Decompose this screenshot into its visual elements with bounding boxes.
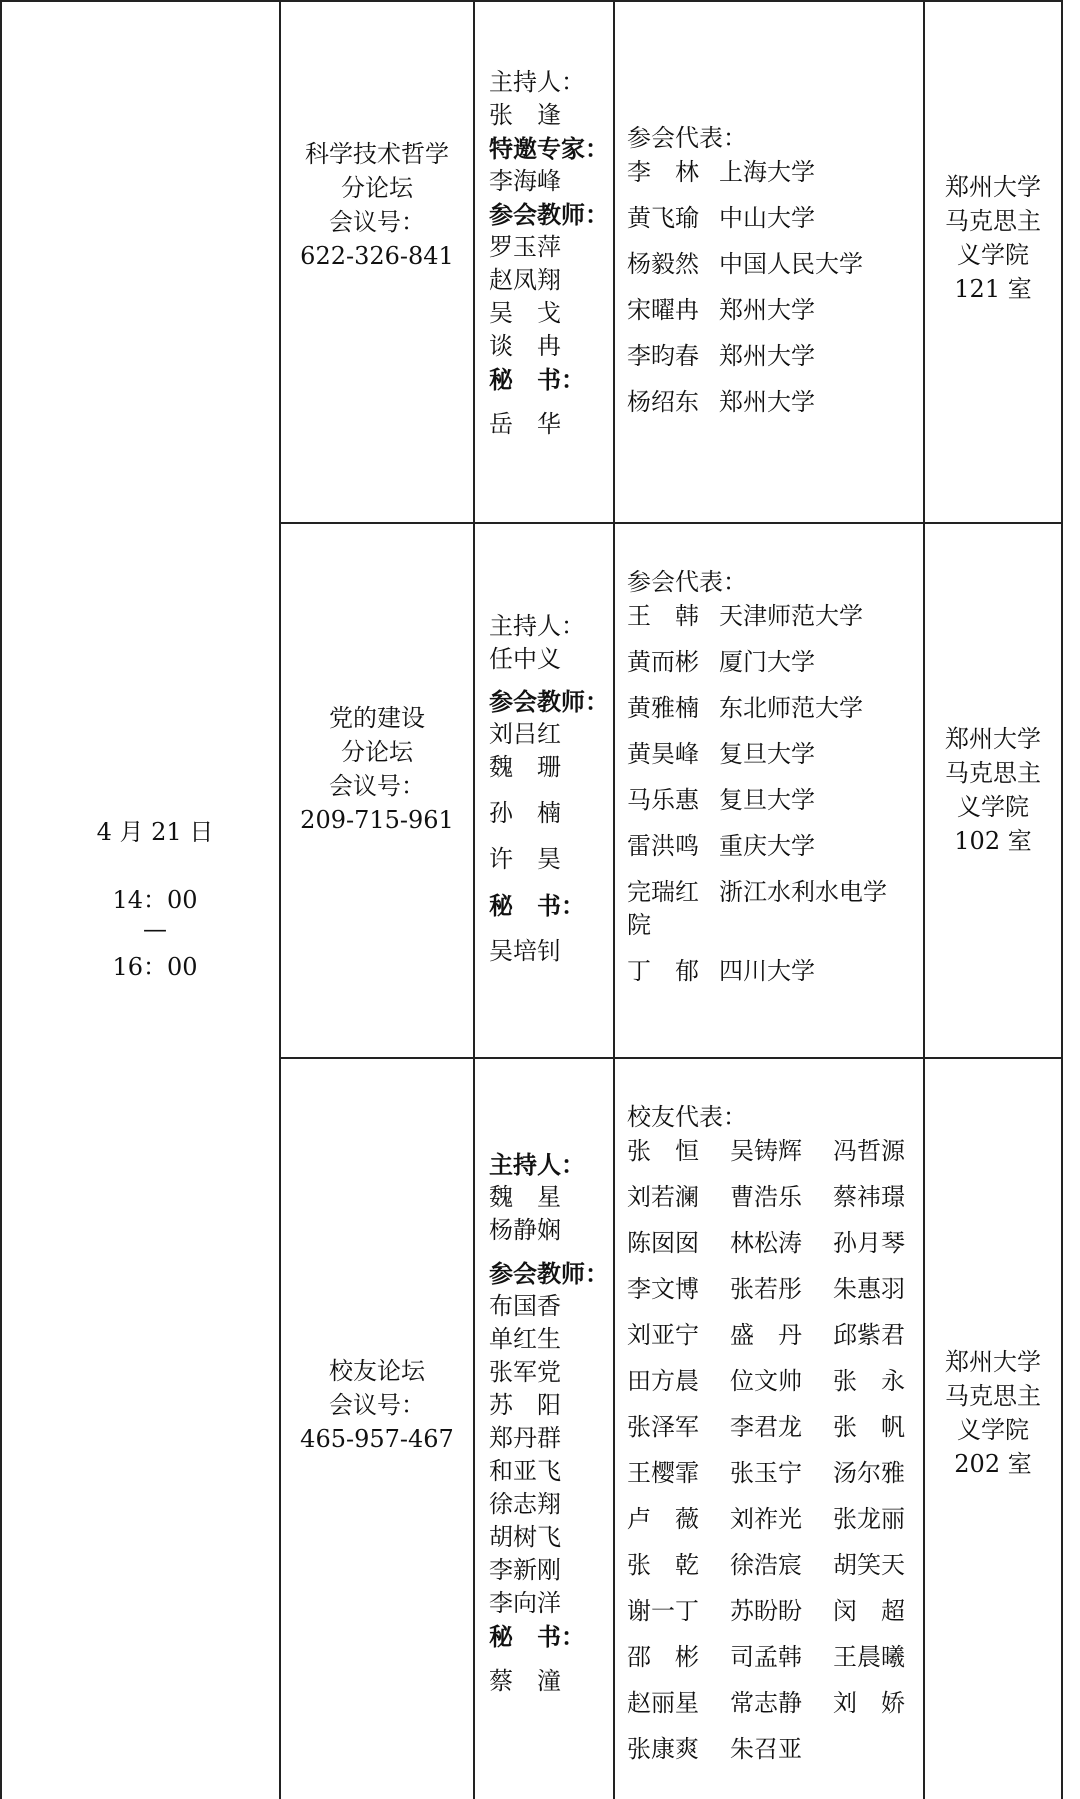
cell-text: 岳 华	[489, 410, 561, 438]
cell-text: 东北师范大学	[719, 694, 863, 722]
meeting-id: 209-715-961	[300, 806, 454, 834]
cell-text: 特邀专家：	[489, 134, 609, 163]
cell-text: 张 乾	[627, 1551, 699, 1579]
cell-text: 和亚飞	[489, 1457, 561, 1485]
cell-text: 曹浩乐	[730, 1183, 802, 1211]
cell-text: 林松涛	[730, 1229, 802, 1257]
cell-text: 四川大学	[719, 957, 815, 985]
cell-text	[833, 1733, 936, 1779]
list-item	[627, 202, 863, 248]
cell-text: 刘若澜	[627, 1183, 699, 1211]
cell-text: 孙月琴	[833, 1229, 905, 1257]
cell-text: 吴培钊	[489, 937, 561, 965]
cell-text: 谢一丁	[627, 1597, 699, 1625]
cell-text: 完瑞红	[627, 878, 699, 906]
list-item	[627, 600, 887, 646]
cell-text: 李 林	[627, 158, 699, 186]
cell-text: 102 室	[954, 827, 1032, 855]
cell-text: 张 逢	[489, 101, 561, 129]
cell-text: 李向洋	[489, 1589, 561, 1617]
list-item-wrap	[627, 909, 887, 955]
list-item	[627, 738, 887, 784]
cell-text: 黄而彬	[627, 648, 699, 676]
forum-title-2	[281, 701, 473, 837]
cell-text: 复旦大学	[719, 740, 815, 768]
cell-text: 赵凤翔	[489, 266, 561, 294]
cell-text: 苏 阳	[489, 1391, 561, 1419]
cell-text: 布国香	[489, 1292, 561, 1320]
cell-text: 郑州大学	[945, 725, 1041, 753]
cell-text: 张 帆	[833, 1413, 905, 1441]
cell-text: 秘 书：	[489, 365, 585, 394]
cell-text: 冯哲源	[833, 1137, 905, 1165]
list-item	[627, 646, 887, 692]
cell-text: 主持人：	[489, 68, 585, 96]
cell-text: 202 室	[954, 1450, 1032, 1478]
cell-text: 朱惠羽	[833, 1275, 905, 1303]
cell-text: 义学院	[957, 1416, 1029, 1444]
cell-text: 宋曜冉	[627, 296, 699, 324]
cell-text: 魏 星	[489, 1183, 561, 1211]
cell-text: 卢 薇	[627, 1505, 699, 1533]
cell-text: 常志静	[730, 1689, 802, 1717]
cell-text: 李昀春	[627, 342, 699, 370]
row-divider-1	[279, 522, 1061, 524]
cell-text: 党的建设	[329, 704, 425, 732]
session-end-time: 16：00	[112, 953, 198, 981]
cell-text: 汤尔雅	[833, 1459, 905, 1487]
cell-text: 孙 楠	[489, 799, 561, 827]
cell-text: 赵丽星	[627, 1689, 699, 1717]
cell-text: 秘 书：	[489, 1622, 585, 1651]
cell-text: 闵 超	[833, 1597, 905, 1625]
forum-staff-1	[489, 66, 609, 441]
cell-text: 张若彤	[730, 1275, 802, 1303]
cell-text: 会议号：	[329, 208, 425, 236]
cell-text: 徐志翔	[489, 1490, 561, 1518]
cell-text: 邵 彬	[627, 1643, 699, 1671]
cell-text: 黄昊峰	[627, 740, 699, 768]
cell-text: 刘祚光	[730, 1505, 802, 1533]
cell-text: 胡树飞	[489, 1523, 561, 1551]
cell-text: 校友论坛	[329, 1357, 425, 1385]
cell-text: 郑州大学	[945, 173, 1041, 201]
cell-text: 田方晨	[627, 1367, 699, 1395]
cell-text: 参会教师：	[489, 1259, 609, 1288]
cell-text: 主持人：	[489, 1150, 585, 1179]
forum-alumni-3	[627, 1101, 936, 1779]
cell-text: 李文博	[627, 1275, 699, 1303]
cell-text: 丁 郁	[627, 957, 699, 985]
forum-location-1	[925, 170, 1061, 306]
cell-text: 复旦大学	[719, 786, 815, 814]
alumni-label: 校友代表：	[627, 1103, 747, 1131]
list-item	[627, 248, 863, 294]
cell-text: 蔡 潼	[489, 1667, 561, 1695]
meeting-id: 622-326-841	[300, 242, 454, 270]
cell-text: 上海大学	[719, 158, 815, 186]
cell-text: 杨毅然	[627, 250, 699, 278]
cell-text: 李新刚	[489, 1556, 561, 1584]
cell-text: 重庆大学	[719, 832, 815, 860]
cell-text: 刘亚宁	[627, 1321, 699, 1349]
cell-text: 主持人：	[489, 612, 585, 640]
cell-text: 参会教师：	[489, 687, 609, 716]
time-separator: —	[143, 915, 167, 943]
list-item	[627, 294, 863, 340]
forum-title-3	[281, 1354, 473, 1456]
cell-text: 雷洪鸣	[627, 832, 699, 860]
cell-text: 郑州大学	[719, 342, 815, 370]
session-date: 4 月 21 日	[96, 818, 214, 846]
cell-text: 朱召亚	[730, 1735, 802, 1763]
list-item	[627, 876, 887, 909]
cell-text: 谈 冉	[489, 332, 561, 360]
list-item	[627, 784, 887, 830]
cell-text: 会议号：	[329, 1391, 425, 1419]
forum-location-3	[925, 1345, 1061, 1481]
cell-text: 蔡祎璟	[833, 1183, 905, 1211]
cell-text: 苏盼盼	[730, 1597, 802, 1625]
cell-text: 李海峰	[489, 167, 561, 195]
meeting-id: 465-957-467	[300, 1425, 454, 1453]
cell-text: 中山大学	[719, 204, 815, 232]
forum-title-1	[281, 137, 473, 273]
cell-text: 任中义	[489, 645, 561, 673]
cell-text: 郑州大学	[945, 1348, 1041, 1376]
cell-text: 吴 戈	[489, 299, 561, 327]
cell-text: 黄雅楠	[627, 694, 699, 722]
cell-text: 参会教师：	[489, 200, 609, 229]
cell-text: 张 永	[833, 1367, 905, 1395]
list-item	[627, 156, 863, 202]
cell-text: 厦门大学	[719, 648, 815, 676]
cell-text: 杨绍东	[627, 388, 699, 416]
row-divider-2	[279, 1057, 1061, 1059]
reps-label: 参会代表：	[627, 124, 747, 152]
table-left-border	[0, 0, 2, 1799]
table-right-border	[1061, 0, 1063, 1799]
cell-text: 盛 丹	[730, 1321, 802, 1349]
cell-text: 张玉宁	[730, 1459, 802, 1487]
cell-text: 张 恒	[627, 1137, 699, 1165]
cell-text: 院	[627, 911, 651, 939]
forum-location-2	[925, 722, 1061, 858]
cell-text: 邱紫君	[833, 1321, 905, 1349]
list-item	[627, 830, 887, 876]
cell-text: 秘 书：	[489, 891, 585, 920]
cell-text: 陈囡囡	[627, 1229, 699, 1257]
list-item	[627, 340, 863, 386]
cell-text: 分论坛	[341, 738, 413, 766]
cell-text: 魏 珊	[489, 753, 561, 781]
cell-text: 马克思主	[945, 1382, 1041, 1410]
list-item	[627, 692, 887, 738]
cell-text: 罗玉萍	[489, 233, 561, 261]
cell-text: 位文帅	[730, 1367, 802, 1395]
cell-text: 刘吕红	[489, 720, 561, 748]
alumni-grid	[627, 1135, 936, 1779]
cell-text: 郑州大学	[719, 296, 815, 324]
cell-text: 许 昊	[489, 845, 561, 873]
cell-text: 中国人民大学	[719, 250, 863, 278]
cell-text: 义学院	[957, 241, 1029, 269]
cell-text: 郑丹群	[489, 1424, 561, 1452]
forum-reps-2	[627, 566, 887, 1001]
cell-text: 分论坛	[341, 174, 413, 202]
cell-text: 司孟韩	[730, 1643, 802, 1671]
cell-text: 王 韩	[627, 602, 699, 630]
cell-text: 刘 娇	[833, 1689, 905, 1717]
cell-text: 张泽军	[627, 1413, 699, 1441]
session-start-time: 14：00	[112, 886, 198, 914]
cell-text: 121 室	[954, 275, 1032, 303]
cell-text: 马乐惠	[627, 786, 699, 814]
cell-text: 马克思主	[945, 207, 1041, 235]
cell-text: 张军党	[489, 1358, 561, 1386]
cell-text: 张康爽	[627, 1735, 699, 1763]
cell-text: 徐浩宸	[730, 1551, 802, 1579]
cell-text: 王晨曦	[833, 1643, 905, 1671]
cell-text: 杨静娴	[489, 1216, 561, 1244]
reps-label: 参会代表：	[627, 568, 747, 596]
list-item	[627, 955, 887, 1001]
forum-staff-2	[489, 610, 609, 968]
cell-text: 会议号：	[329, 772, 425, 800]
cell-text: 李君龙	[730, 1413, 802, 1441]
cell-text: 马克思主	[945, 759, 1041, 787]
cell-text: 黄飞瑜	[627, 204, 699, 232]
cell-text: 胡笑天	[833, 1551, 905, 1579]
table-top-border	[0, 0, 1063, 2]
column-divider-forum	[473, 0, 475, 1799]
cell-text: 科学技术哲学	[305, 140, 449, 168]
cell-text: 义学院	[957, 793, 1029, 821]
cell-text: 吴铸辉	[730, 1137, 802, 1165]
cell-text: 王樱霏	[627, 1459, 699, 1487]
list-item	[627, 386, 863, 432]
cell-text: 张龙丽	[833, 1505, 905, 1533]
cell-text: 天津师范大学	[719, 602, 863, 630]
forum-staff-3	[489, 1148, 609, 1698]
cell-text: 浙江水利水电学	[719, 878, 887, 906]
forum-reps-1	[627, 122, 863, 432]
cell-text: 单红生	[489, 1325, 561, 1353]
column-divider-staff	[613, 0, 615, 1799]
cell-text: 郑州大学	[719, 388, 815, 416]
